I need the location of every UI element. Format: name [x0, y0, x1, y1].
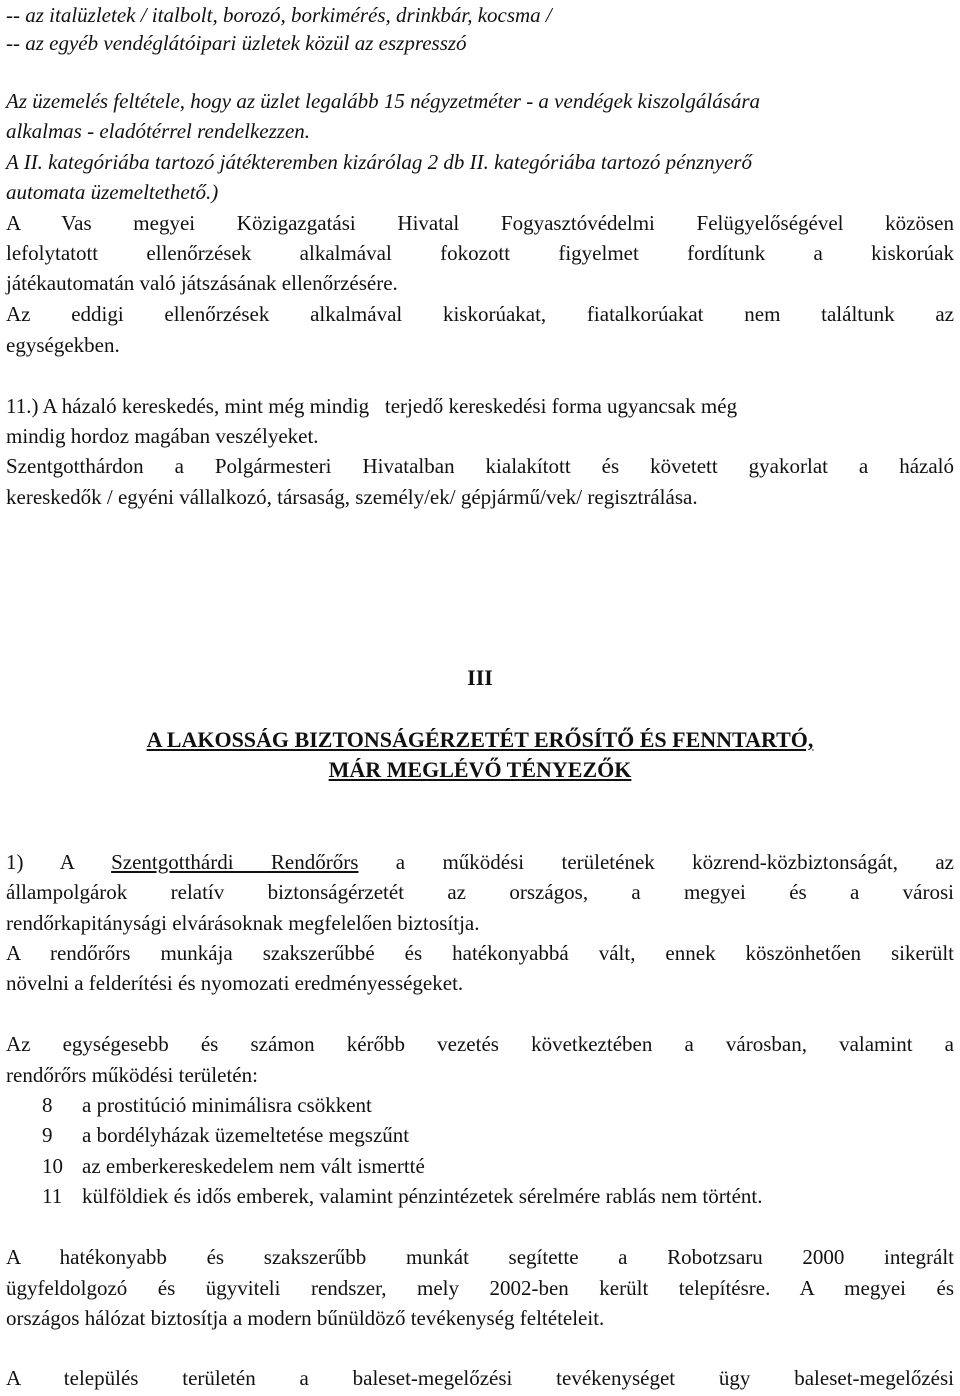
paragraph-line: A település területén a baleset-megelőzési tevékenységet ügy baleset-megelőzési	[6, 1366, 954, 1390]
paragraph-line: A hatékonyabb és szakszerűbb munkát segítette a Robotzsaru 2000 integrált	[6, 1245, 954, 1269]
paragraph-line: A rendőrőrs munkája szakszerűbbé és hatékonyabbá vált, ennek köszönhetően sikerült	[6, 941, 954, 965]
paragraph-line: rendőrőrs működési területén:	[6, 1063, 258, 1087]
list-text: a prostitúció minimálisra csökkent	[82, 1093, 372, 1117]
italic-line: alkalmas - eladótérrel rendelkezzen.	[6, 119, 311, 143]
paragraph-line: Az eddigi ellenőrzések alkalmával kiskorúakat, fiatalkorúakat nem találtunk az	[6, 302, 954, 326]
paragraph-rest: a működési területének közrend-közbiztonságát, az	[358, 850, 954, 874]
paragraph-line	[6, 847, 954, 877]
list-number: 9	[42, 1123, 53, 1147]
list-item	[42, 1090, 372, 1120]
rendororsz-underlined: Szentgotthárdi Rendőrőrs	[111, 850, 359, 874]
paragraph-line: 11.) A házaló kereskedés, mint még mindig terjedő kereskedési forma ugyancsak még	[6, 394, 738, 418]
list-item	[42, 1181, 763, 1211]
paragraph-line: játékautomatán való játszásának ellenőrzésére.	[6, 271, 398, 295]
paragraph-line: lefolytatott ellenőrzések alkalmával fokozott figyelmet fordítunk a kiskorúak	[6, 241, 954, 265]
italic-line: -- az italüzletek / italbolt, borozó, borkimérés, drinkbár, kocsma /	[6, 3, 552, 27]
paragraph-line: egységekben.	[6, 333, 120, 357]
list-text: az emberkereskedelem nem vált ismertté	[82, 1154, 425, 1178]
section-title: MÁR MEGLÉVŐ TÉNYEZŐK	[328, 757, 632, 782]
paragraph-line: ügyfeldolgozó és ügyviteli rendszer, mely 2002-ben került telepítésre. A megyei és	[6, 1276, 954, 1300]
italic-line: Az üzemelés feltétele, hogy az üzlet legalább 15 négyzetméter - a vendégek kiszolgálására	[6, 89, 761, 113]
list-item	[42, 1151, 425, 1181]
list-text: a bordélyházak üzemeltetése megszűnt	[82, 1123, 410, 1147]
paragraph-prefix: 1) A	[6, 850, 112, 874]
paragraph-line: A Vas megyei Közigazgatási Hivatal Fogyasztóvédelmi Felügyelőségével közösen	[6, 211, 954, 235]
section-title: A LAKOSSÁG BIZTONSÁGÉRZETÉT ERŐSÍTŐ ÉS FENNTARTÓ,	[146, 727, 814, 752]
paragraph-line: Szentgotthárdon a Polgármesteri Hivatalban kialakított és követett gyakorlat a házaló	[6, 454, 954, 478]
list-number: 8	[42, 1093, 53, 1117]
paragraph-line: növelni a felderítési és nyomozati eredményességeket.	[6, 971, 464, 995]
list-number: 10	[42, 1154, 63, 1178]
italic-line: A II. kategóriába tartozó játékteremben kizárólag 2 db II. kategóriába tartozó pénznyerő	[6, 150, 752, 174]
paragraph-line: országos hálózat biztosítja a modern bűnüldöző tevékenység feltételeit.	[6, 1306, 605, 1330]
list-text: külföldiek és idős emberek, valamint pénzintézetek sérelmére rablás nem történt.	[82, 1184, 763, 1208]
section-number: III	[467, 665, 493, 690]
list-item	[42, 1120, 409, 1150]
italic-line: -- az egyéb vendéglátóipari üzletek közül az eszpresszó	[6, 31, 467, 55]
paragraph-line: Az egységesebb és számon kérőbb vezetés következtében a városban, valamint a	[6, 1032, 954, 1056]
list-number: 11	[42, 1184, 63, 1208]
paragraph-line: rendőrkapitánysági elvárásoknak megfelelően biztosítja.	[6, 911, 480, 935]
italic-line: automata üzemeltethető.)	[6, 180, 219, 204]
paragraph-line: állampolgárok relatív biztonságérzetét az országos, a megyei és a városi	[6, 880, 954, 904]
paragraph-line: mindig hordoz magában veszélyeket.	[6, 424, 319, 448]
paragraph-line: kereskedők / egyéni vállalkozó, társaság, személy/ek/ gépjármű/vek/ regisztrálása.	[6, 485, 698, 509]
